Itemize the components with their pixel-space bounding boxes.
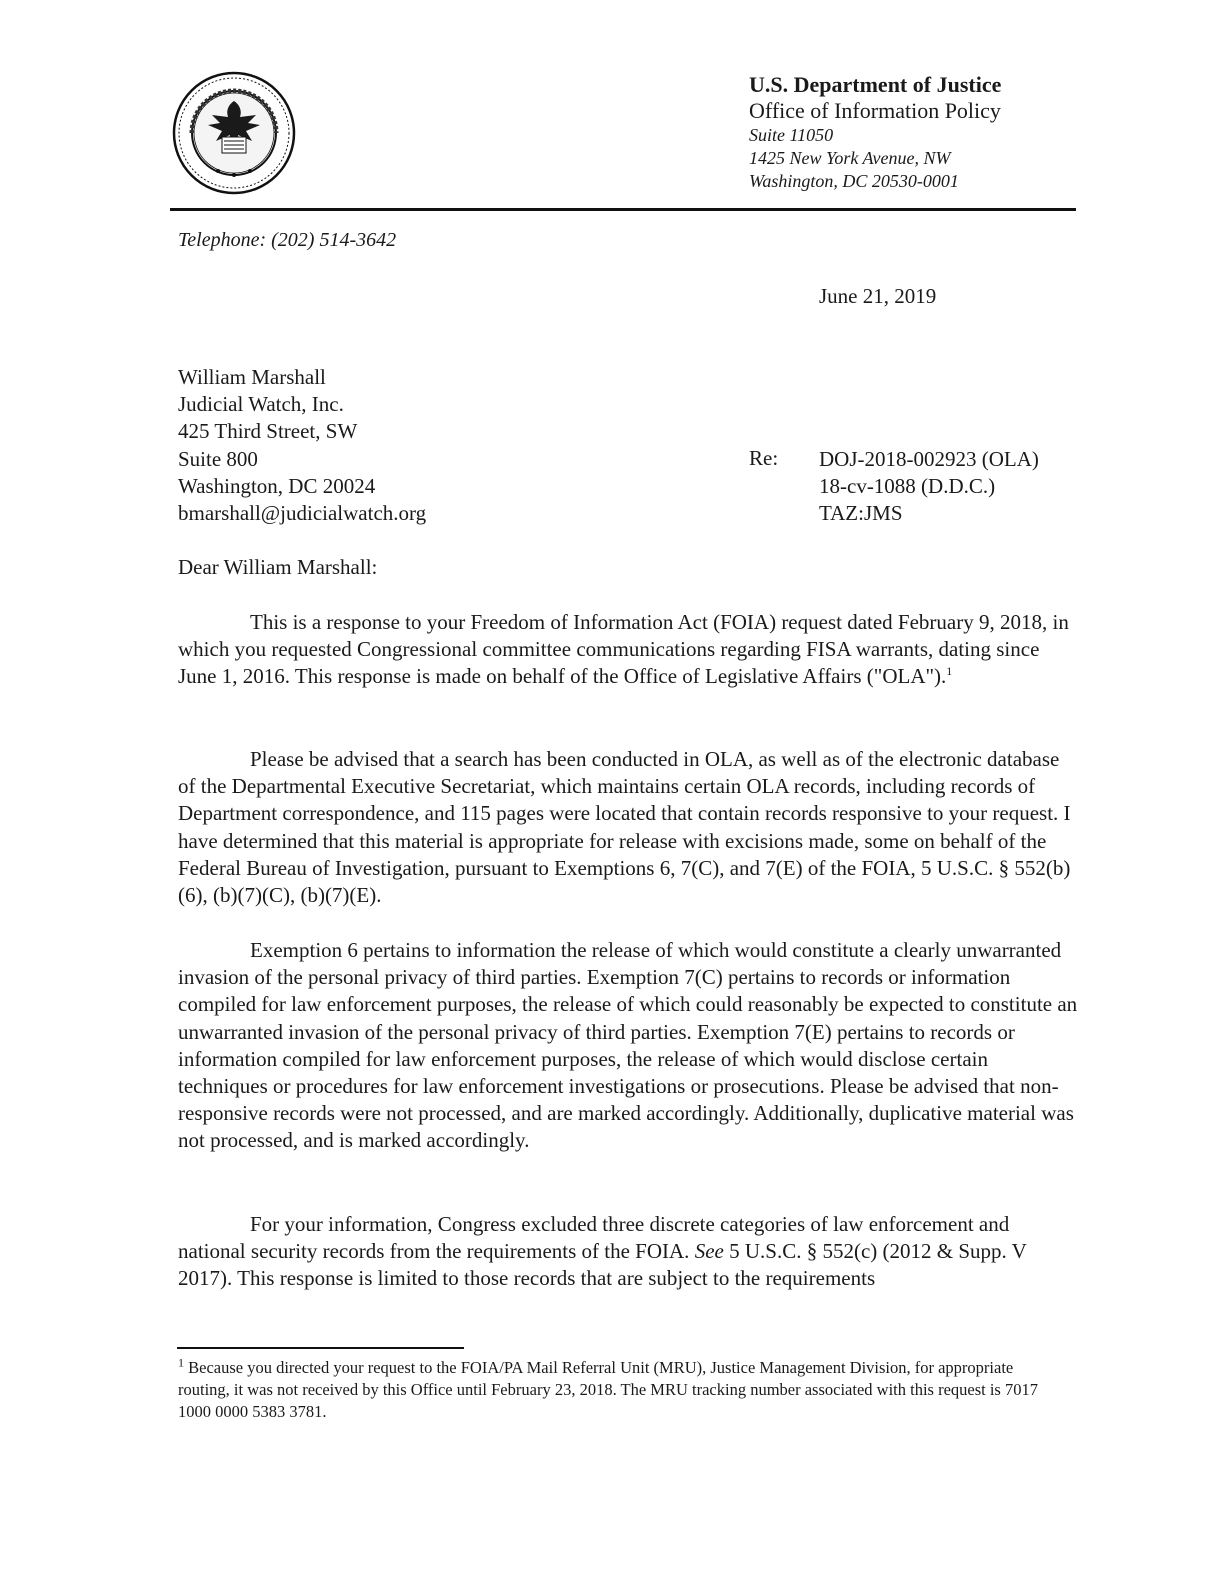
letterhead-suite: Suite 11050 xyxy=(749,125,834,145)
doj-seal xyxy=(172,71,296,195)
recipient-address xyxy=(178,364,426,527)
footnote-ref: 1 xyxy=(946,664,953,679)
re-label: Re: xyxy=(749,446,779,470)
recipient-email: bmarshall@judicialwatch.org xyxy=(178,501,427,526)
recipient-city: Washington, DC 20024 xyxy=(178,473,376,498)
footnote-mark: 1 xyxy=(178,1355,184,1370)
paragraph-1 xyxy=(178,609,1082,691)
re-references xyxy=(819,446,1039,528)
paragraph-2: Please be advised that a search has been conducted in OLA, as well as of the electronic database of the Departmental Executive Secretariat, which maintains certain OLA records, including records of Department correspondence, and 115 pages were located that contain records responsive to your request. I have determined that this material is appropriate for release with excisions made, some on behalf of the Federal Bureau of Investigation, pursuant to Exemptions 6, 7(C), and 7(E) of the FOIA, 5 U.S.C. § 552(b)(6), (b)(7)(C), (b)(7)(E). xyxy=(178,747,1071,908)
recipient-org: Judicial Watch, Inc. xyxy=(178,392,344,417)
letter-date: June 21, 2019 xyxy=(819,284,937,308)
letterhead-street: 1425 New York Avenue, NW xyxy=(749,148,951,168)
header-divider xyxy=(170,208,1076,211)
doj-seal-icon xyxy=(172,71,296,195)
recipient-name: William Marshall xyxy=(178,365,326,389)
letterhead-office: Office of Information Policy xyxy=(749,98,1001,123)
paragraph-3: Exemption 6 pertains to information the release of which would constitute a clearly unwarranted invasion of the personal privacy of third parties. Exemption 7(C) pertains to records or information compiled for law enforcement purposes, the release of which could reasonably be expected to constitute an unwarranted invasion of the personal privacy of third parties. Exemption 7(E) pertains to records or information compiled for law enforcement purposes, the release of which would disclose certain techniques or procedures for law enforcement investigations or prosecutions. Please be advised that non-responsive records were not processed, and are marked accordingly. Additionally, duplicative material was not processed, and is marked accordingly. xyxy=(178,938,1078,1153)
paragraph-4-see: See xyxy=(694,1239,724,1264)
salutation: Dear William Marshall: xyxy=(178,555,378,579)
footnote-divider xyxy=(177,1347,464,1349)
paragraph-4 xyxy=(178,1211,1082,1293)
re-line-1: DOJ-2018-002923 (OLA) xyxy=(819,447,1039,471)
paragraph-4-text-b: 5 U.S.C. § 552(c) (2012 & Supp. V 2017). This response is limited to those records that are subject to the requirements xyxy=(178,1239,1027,1291)
footnote-text: Because you directed your request to the FOIA/PA Mail Referral Unit (MRU), Justice Management Division, for appropriate routing, it was not received by this Office until February 23, 2018. The MRU tracking number associated with this request is 7017 1000 0000 5383 3781. xyxy=(178,1358,1038,1421)
recipient-street: 425 Third Street, SW xyxy=(178,419,358,444)
recipient-suite: Suite 800 xyxy=(178,446,258,471)
letterhead xyxy=(749,72,1001,193)
footnote xyxy=(178,1357,1068,1423)
paragraph-1-text: This is a response to your Freedom of Information Act (FOIA) request dated February 9, 2018, in which you requested Congressional committee communications regarding FISA warrants, dating since June 1, 2016. This response is made on behalf of the Office of Legislative Affairs ("OLA"). xyxy=(178,610,1069,689)
re-line-3: TAZ:JMS xyxy=(819,501,903,526)
re-line-2: 18-cv-1088 (D.D.C.) xyxy=(819,474,996,499)
letterhead-city: Washington, DC 20530-0001 xyxy=(749,171,959,191)
letterhead-org: U.S. Department of Justice xyxy=(749,72,1002,97)
telephone: Telephone: (202) 514-3642 xyxy=(178,229,397,251)
paragraph-4-text-a: For your information, Congress excluded three discrete categories of law enforcement and national security records from the requirements of the FOIA. xyxy=(178,1212,1010,1264)
